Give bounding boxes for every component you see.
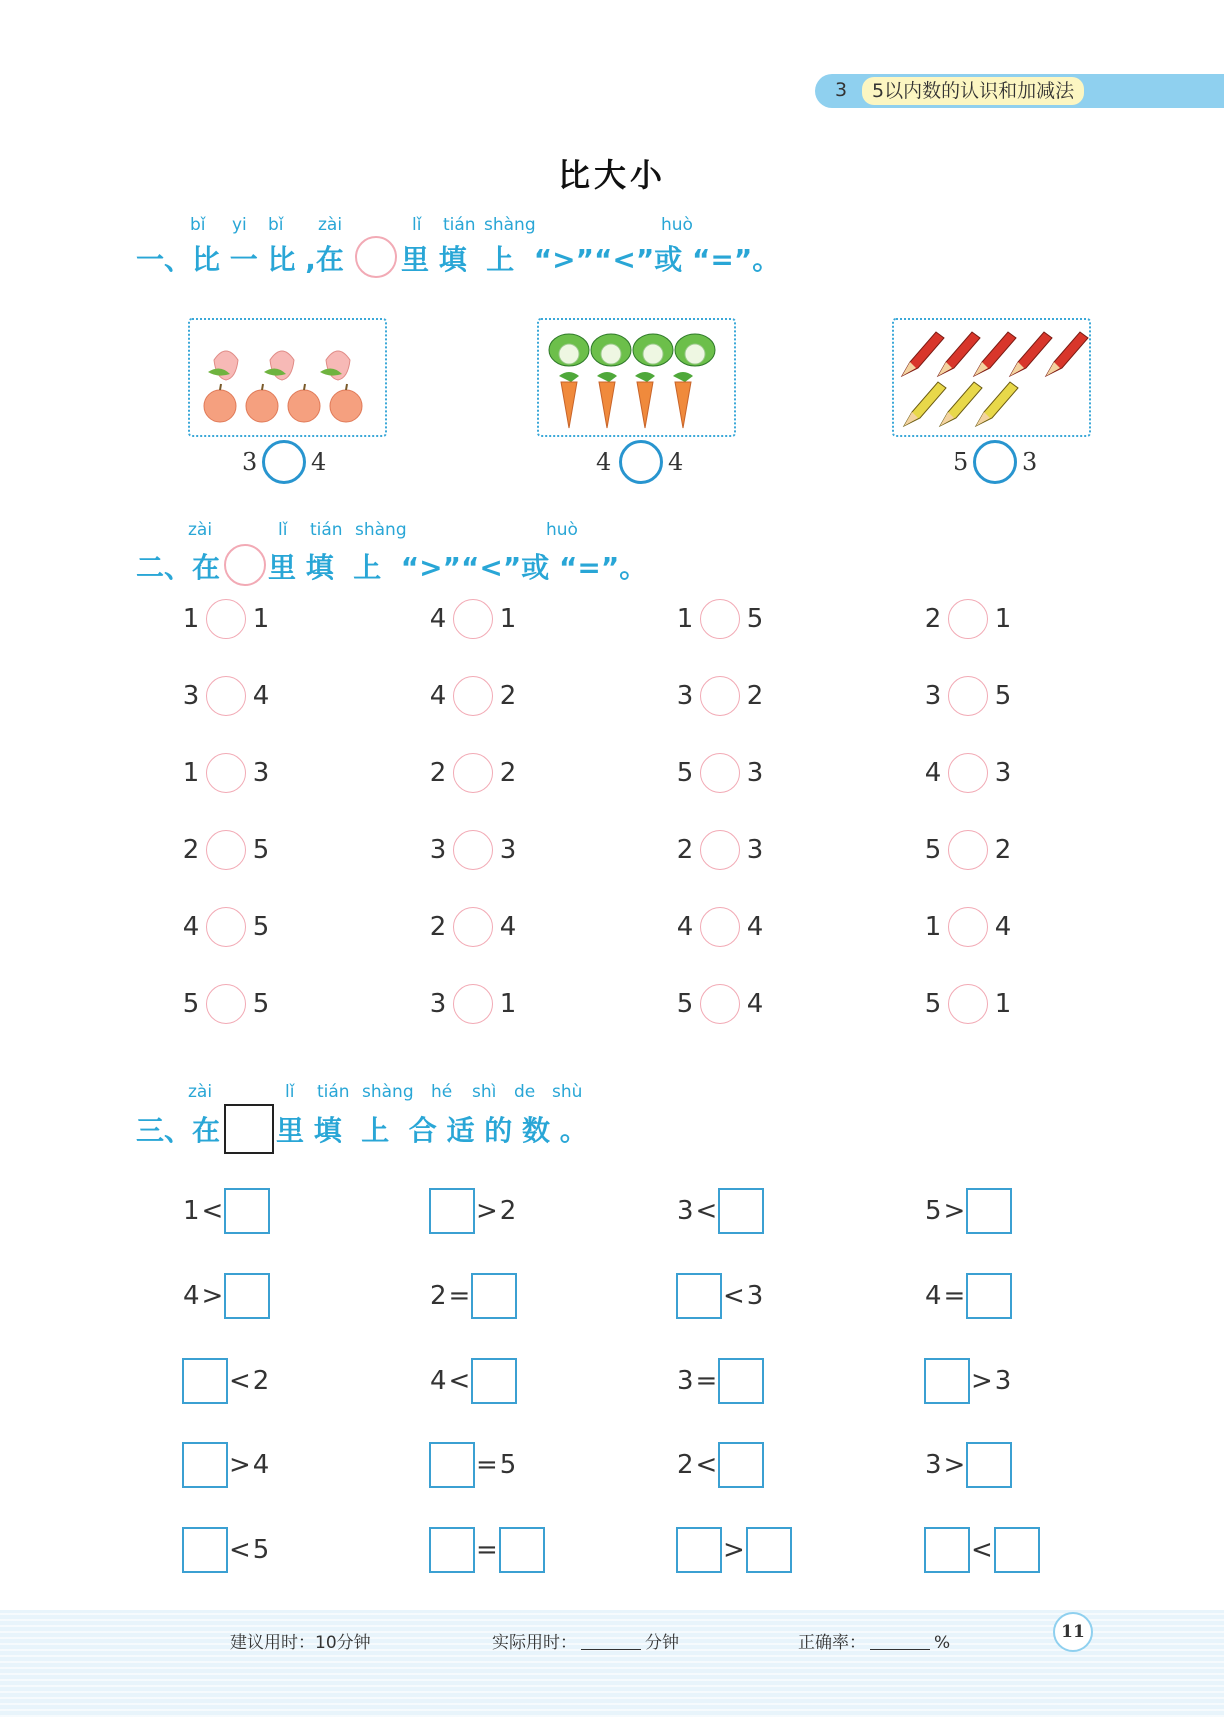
vegetable-illustration — [539, 320, 734, 435]
peach-apple-picture — [188, 318, 387, 437]
comparison-sign: = — [943, 1281, 966, 1311]
answer-circle[interactable] — [453, 830, 493, 870]
right-number: 1 — [499, 604, 517, 634]
pinyin: hé — [431, 1082, 453, 1102]
suggested-time: 建议用时：10分钟 — [230, 1633, 371, 1653]
compare-item — [922, 828, 1014, 872]
carrot-icon — [635, 372, 655, 428]
fill-item — [182, 1526, 270, 1574]
fill-item — [924, 1526, 1040, 1574]
left-number: 4 — [924, 758, 942, 788]
comparison-sign: > — [476, 1196, 498, 1226]
pinyin: shàng — [355, 520, 407, 540]
fill-item — [182, 1272, 270, 1320]
compare-item — [674, 751, 766, 795]
answer-circle[interactable] — [453, 753, 493, 793]
accuracy — [798, 1628, 950, 1653]
accuracy-blank[interactable] — [870, 1649, 930, 1650]
right-number: 4 — [499, 912, 517, 942]
compare-left: 5 — [953, 448, 969, 476]
left-number: 5 — [182, 989, 200, 1019]
question-1-suffix: 里 填 上 “>”“<”或 “=”。 — [401, 243, 781, 276]
compare-item — [922, 674, 1014, 718]
number: 3 — [677, 1196, 694, 1226]
comparison-sign: > — [201, 1281, 224, 1311]
actual-time-label: 实际用时： — [492, 1633, 577, 1653]
answer-box[interactable] — [429, 1188, 475, 1234]
fill-item — [676, 1441, 764, 1489]
left-number: 4 — [429, 604, 447, 634]
fill-item — [924, 1357, 1012, 1405]
left-number: 1 — [924, 912, 942, 942]
answer-box[interactable] — [182, 1442, 228, 1488]
pinyin: bǐ — [268, 215, 284, 235]
question-2-suffix: 里 填 上 “>”“<”或 “=”。 — [268, 551, 648, 584]
pinyin: tián — [443, 215, 476, 235]
answer-circle[interactable] — [453, 984, 493, 1024]
comparison-sign: > — [229, 1450, 251, 1480]
left-number: 2 — [182, 835, 200, 865]
left-number: 2 — [676, 835, 694, 865]
pinyin: bǐ — [190, 215, 206, 235]
answer-box[interactable] — [966, 1442, 1012, 1488]
pinyin: tián — [317, 1082, 350, 1102]
answer-circle[interactable] — [948, 907, 988, 947]
number: 3 — [925, 1450, 942, 1480]
fill-item — [429, 1357, 517, 1405]
apple-icon — [246, 384, 278, 422]
actual-time-blank[interactable] — [581, 1649, 641, 1650]
actual-time — [492, 1628, 679, 1653]
number: 2 — [499, 1196, 517, 1226]
question-3-suffix: 里 填 上 合 适 的 数 。 — [276, 1114, 588, 1147]
pinyin: lǐ — [278, 520, 288, 540]
right-number: 2 — [499, 681, 517, 711]
question-3-prefix: 三、在 — [136, 1114, 221, 1147]
right-number: 1 — [994, 989, 1012, 1019]
comparison-sign: > — [971, 1366, 993, 1396]
fill-item — [924, 1187, 1012, 1235]
left-number: 5 — [924, 835, 942, 865]
yellow-pencil-icon — [904, 382, 946, 426]
right-number: 3 — [746, 835, 764, 865]
number: 5 — [252, 1535, 270, 1565]
compare-item — [674, 982, 766, 1026]
fill-item — [676, 1357, 764, 1405]
number: 4 — [183, 1281, 200, 1311]
compare-left: 3 — [242, 448, 258, 476]
answer-circle[interactable] — [948, 830, 988, 870]
comparison-sign: = — [448, 1281, 471, 1311]
red-pencil-icon — [1046, 332, 1088, 376]
compare-item — [427, 828, 519, 872]
right-number: 5 — [746, 604, 764, 634]
right-number: 2 — [499, 758, 517, 788]
cabbage-icon — [549, 334, 589, 366]
answer-box[interactable] — [966, 1273, 1012, 1319]
comparison-sign: < — [229, 1535, 251, 1565]
left-number: 5 — [676, 758, 694, 788]
compare-left: 4 — [596, 448, 612, 476]
answer-circle[interactable] — [206, 907, 246, 947]
number: 2 — [677, 1450, 694, 1480]
fill-item — [676, 1187, 764, 1235]
compare-item — [674, 597, 766, 641]
right-number: 4 — [252, 681, 270, 711]
fill-item — [676, 1526, 792, 1574]
red-pencil-icon — [1010, 332, 1052, 376]
apple-icon — [330, 384, 362, 422]
circle-placeholder-icon — [224, 544, 266, 586]
answer-box[interactable] — [224, 1188, 270, 1234]
left-number: 2 — [924, 604, 942, 634]
red-pencil-icon — [974, 332, 1016, 376]
right-number: 5 — [252, 835, 270, 865]
answer-box[interactable] — [924, 1527, 970, 1573]
compare-item — [674, 905, 766, 949]
square-placeholder-icon — [224, 1104, 274, 1154]
apple-icon — [288, 384, 320, 422]
left-number: 3 — [676, 681, 694, 711]
answer-circle[interactable] — [206, 753, 246, 793]
compare-item — [674, 828, 766, 872]
answer-circle[interactable] — [700, 830, 740, 870]
answer-box[interactable] — [676, 1273, 722, 1319]
pinyin: shì — [472, 1082, 497, 1102]
compare-item — [922, 982, 1014, 1026]
pinyin: yi — [232, 215, 247, 235]
number: 2 — [252, 1366, 270, 1396]
comparison-sign: < — [695, 1196, 718, 1226]
answer-circle[interactable] — [206, 599, 246, 639]
answer-circle[interactable] — [206, 676, 246, 716]
compare-item — [180, 751, 272, 795]
peach-icon — [264, 351, 294, 380]
left-number: 3 — [429, 989, 447, 1019]
right-number: 3 — [994, 758, 1012, 788]
answer-circle[interactable] — [700, 907, 740, 947]
comparison-sign: < — [971, 1535, 993, 1565]
answer-circle[interactable] — [453, 676, 493, 716]
answer-box[interactable] — [718, 1442, 764, 1488]
yellow-pencil-icon — [976, 382, 1018, 426]
actual-time-unit: 分钟 — [645, 1633, 679, 1653]
fill-item — [182, 1357, 270, 1405]
answer-box[interactable] — [471, 1273, 517, 1319]
compare-item — [427, 905, 519, 949]
left-number: 5 — [924, 989, 942, 1019]
answer-circle[interactable] — [206, 830, 246, 870]
answer-circle[interactable] — [700, 984, 740, 1024]
answer-circle[interactable] — [973, 440, 1017, 484]
comparison-sign: < — [723, 1281, 745, 1311]
peach-icon — [208, 351, 238, 380]
number: 4 — [925, 1281, 942, 1311]
answer-circle[interactable] — [453, 599, 493, 639]
answer-box[interactable] — [429, 1442, 475, 1488]
answer-box[interactable] — [746, 1527, 792, 1573]
question-1-prefix: 一、比 一 比 ,在 — [136, 243, 344, 276]
number: 3 — [677, 1366, 694, 1396]
compare-item — [180, 674, 272, 718]
left-number: 2 — [429, 912, 447, 942]
accuracy-label: 正确率： — [798, 1633, 866, 1653]
left-number: 5 — [676, 989, 694, 1019]
pencil-picture — [892, 318, 1091, 437]
left-number: 3 — [924, 681, 942, 711]
comparison-sign: < — [448, 1366, 471, 1396]
right-number: 5 — [252, 912, 270, 942]
fruit-illustration — [190, 320, 385, 435]
answer-box[interactable] — [994, 1527, 1040, 1573]
right-number: 2 — [994, 835, 1012, 865]
right-number: 4 — [746, 989, 764, 1019]
answer-circle[interactable] — [700, 676, 740, 716]
comparison-sign: = — [695, 1366, 718, 1396]
pinyin: shù — [552, 1082, 583, 1102]
cabbage-icon — [591, 334, 631, 366]
answer-box[interactable] — [182, 1358, 228, 1404]
unit-number: 3 — [835, 79, 848, 101]
accuracy-unit: % — [934, 1633, 951, 1653]
left-number: 1 — [676, 604, 694, 634]
answer-box[interactable] — [718, 1358, 764, 1404]
compare-item — [180, 982, 272, 1026]
compare-item — [427, 751, 519, 795]
unit-banner — [815, 74, 1224, 108]
compare-item — [427, 982, 519, 1026]
pinyin: shàng — [484, 215, 536, 235]
fill-item — [676, 1272, 764, 1320]
right-number: 1 — [994, 604, 1012, 634]
pinyin: lǐ — [412, 215, 422, 235]
pinyin: tián — [310, 520, 343, 540]
right-number: 5 — [994, 681, 1012, 711]
page-number: 11 — [1053, 1612, 1093, 1652]
circle-placeholder-icon — [355, 236, 397, 278]
right-number: 3 — [746, 758, 764, 788]
answer-circle[interactable] — [206, 984, 246, 1024]
answer-circle[interactable] — [262, 440, 306, 484]
answer-circle[interactable] — [700, 599, 740, 639]
pinyin: lǐ — [285, 1082, 295, 1102]
footer — [0, 1610, 1224, 1717]
comparison-sign: < — [229, 1366, 251, 1396]
question-2-prefix: 二、在 — [136, 551, 221, 584]
answer-box[interactable] — [924, 1358, 970, 1404]
left-number: 4 — [429, 681, 447, 711]
pinyin: zài — [318, 215, 343, 235]
answer-circle[interactable] — [700, 753, 740, 793]
number: 5 — [499, 1450, 517, 1480]
cabbage-icon — [633, 334, 673, 366]
comparison-sign: > — [943, 1450, 966, 1480]
cabbage-carrot-picture — [537, 318, 736, 437]
comparison-sign: < — [201, 1196, 224, 1226]
pinyin: de — [514, 1082, 536, 1102]
right-number: 4 — [994, 912, 1012, 942]
pinyin: huò — [546, 520, 578, 540]
comparison-sign: > — [943, 1196, 966, 1226]
apple-icon — [204, 384, 236, 422]
cabbage-icon — [675, 334, 715, 366]
red-pencil-icon — [902, 332, 944, 376]
compare-item — [427, 597, 519, 641]
compare-item — [922, 751, 1014, 795]
comparison-sign: = — [476, 1535, 498, 1565]
left-number: 3 — [429, 835, 447, 865]
compare-right: 4 — [311, 448, 327, 476]
fill-item — [429, 1526, 545, 1574]
number: 1 — [183, 1196, 200, 1226]
right-number: 2 — [746, 681, 764, 711]
number: 3 — [746, 1281, 764, 1311]
pinyin: zài — [188, 1082, 213, 1102]
carrot-icon — [597, 372, 617, 428]
answer-box[interactable] — [676, 1527, 722, 1573]
answer-box[interactable] — [499, 1527, 545, 1573]
answer-circle[interactable] — [453, 907, 493, 947]
compare-item — [674, 674, 766, 718]
compare-item — [922, 597, 1014, 641]
answer-box[interactable] — [429, 1527, 475, 1573]
pinyin: shàng — [362, 1082, 414, 1102]
fill-item — [924, 1441, 1012, 1489]
answer-box[interactable] — [718, 1188, 764, 1234]
number: 3 — [994, 1366, 1012, 1396]
number: 5 — [925, 1196, 942, 1226]
yellow-pencil-icon — [940, 382, 982, 426]
fill-item — [429, 1187, 517, 1235]
answer-circle[interactable] — [948, 599, 988, 639]
fill-item — [429, 1441, 517, 1489]
fill-item — [924, 1272, 1012, 1320]
compare-item — [922, 905, 1014, 949]
pencil-illustration — [894, 320, 1089, 435]
number: 4 — [430, 1366, 447, 1396]
answer-box[interactable] — [966, 1188, 1012, 1234]
fill-item — [182, 1187, 270, 1235]
compare-right: 3 — [1022, 448, 1038, 476]
number: 2 — [430, 1281, 447, 1311]
answer-box[interactable] — [471, 1358, 517, 1404]
left-number: 4 — [182, 912, 200, 942]
answer-circle[interactable] — [948, 984, 988, 1024]
page-title: 比大小 — [557, 156, 666, 194]
right-number: 1 — [499, 989, 517, 1019]
pinyin: huò — [661, 215, 693, 235]
answer-box[interactable] — [182, 1527, 228, 1573]
right-number: 3 — [252, 758, 270, 788]
unit-title: 5以内数的认识和加减法 — [862, 77, 1084, 105]
answer-circle[interactable] — [948, 753, 988, 793]
comparison-sign: = — [476, 1450, 498, 1480]
left-number: 4 — [676, 912, 694, 942]
compare-item — [427, 674, 519, 718]
fill-item — [429, 1272, 517, 1320]
compare-item — [180, 597, 272, 641]
fill-item — [182, 1441, 270, 1489]
comparison-sign: < — [695, 1450, 718, 1480]
left-number: 1 — [182, 604, 200, 634]
pinyin: zài — [188, 520, 213, 540]
right-number: 1 — [252, 604, 270, 634]
answer-circle[interactable] — [948, 676, 988, 716]
carrot-icon — [559, 372, 579, 428]
red-pencil-icon — [938, 332, 980, 376]
answer-box[interactable] — [224, 1273, 270, 1319]
right-number: 4 — [746, 912, 764, 942]
number: 4 — [252, 1450, 270, 1480]
comparison-sign: > — [723, 1535, 745, 1565]
peach-icon — [320, 351, 350, 380]
right-number: 3 — [499, 835, 517, 865]
left-number: 3 — [182, 681, 200, 711]
left-number: 1 — [182, 758, 200, 788]
carrot-icon — [673, 372, 693, 428]
compare-right: 4 — [668, 448, 684, 476]
left-number: 2 — [429, 758, 447, 788]
compare-item — [180, 905, 272, 949]
answer-circle[interactable] — [619, 440, 663, 484]
right-number: 5 — [252, 989, 270, 1019]
compare-item — [180, 828, 272, 872]
